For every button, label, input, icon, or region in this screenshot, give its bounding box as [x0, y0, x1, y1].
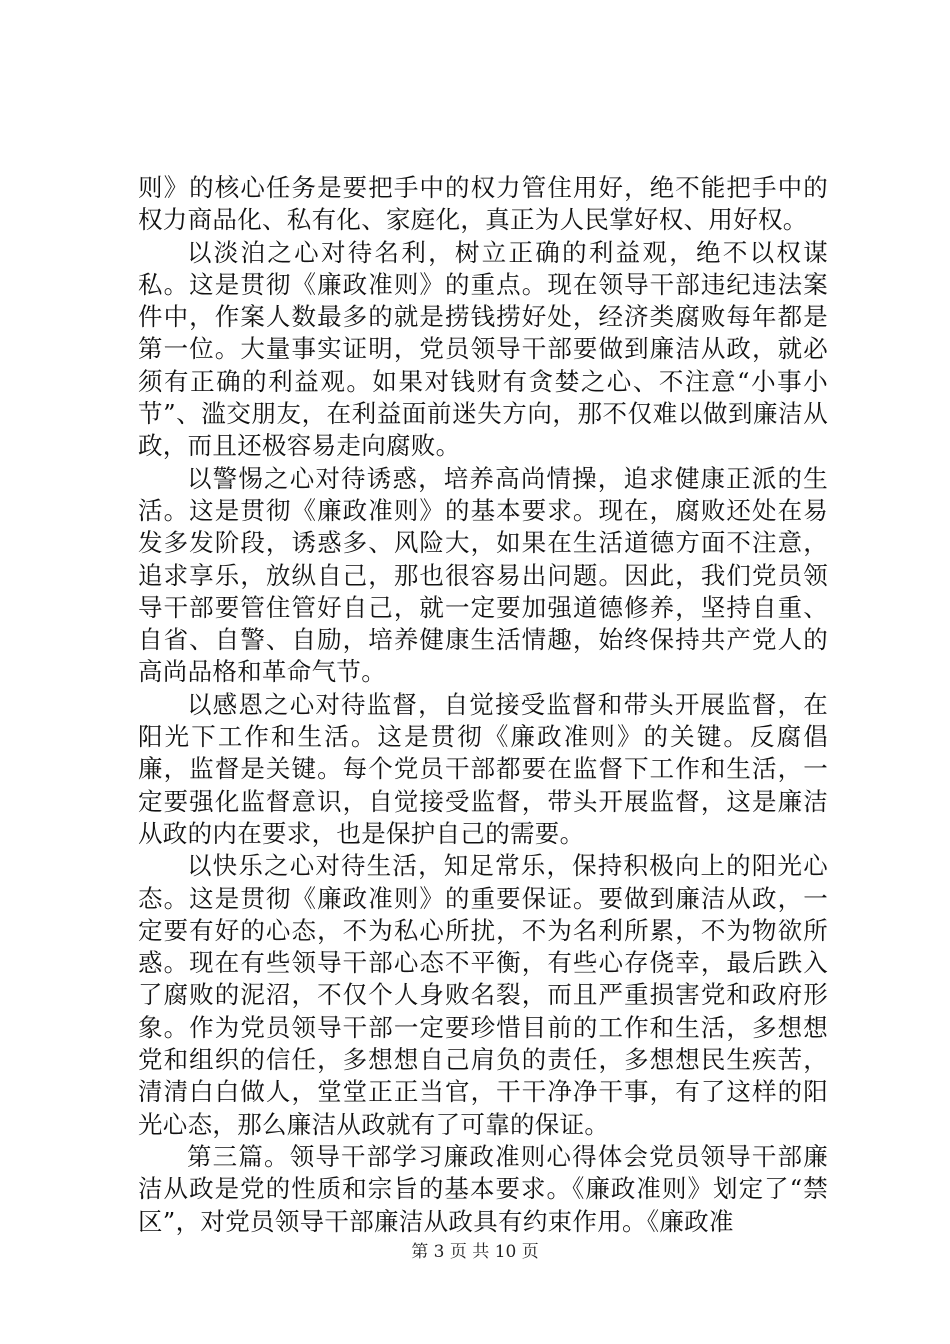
document-body	[138, 172, 828, 1238]
paragraph-third-article: 第三篇。领导干部学习廉政准则心得体会党员领导干部廉洁从政是党的性质和宗旨的基本要求。《廉政准则》划定了“禁区”，对党员领导干部廉洁从政具有约束作用。《廉政准	[138, 1141, 828, 1236]
paragraph-profit-view: 以淡泊之心对待名利，树立正确的利益观，绝不以权谋私。这是贯彻《廉政准则》的重点。现在领导干部违纪违法案件中，作案人数最多的就是捞钱捞好处，经济类腐败每年都是第一位。大量事实证明，党员领导干部要做到廉洁从政，就必须有正确的利益观。如果对钱财有贪婪之心、不注意“小事小节”、滥交朋友，在利益面前迷失方向，那不仅难以做到廉洁从政，而且还极容易走向腐败。	[138, 237, 829, 461]
page-number-footer: 第 3 页 共 10 页	[411, 1242, 539, 1262]
paragraph-temptation: 以警惕之心对待诱惑，培养高尚情操，追求健康正派的生活。这是贯彻《廉政准则》的基本要求。现在，腐败还处在易发多发阶段，诱惑多、风险大，如果在生活道德方面不注意，追求享乐，放纵自己，那也很容易出问题。因此，我们党员领导干部要管住管好自己，就一定要加强道德修养，坚持自重、自省、自警、自励，培养健康生活情趣，始终保持共产党人的高尚品格和革命气节。	[138, 463, 828, 687]
paragraph-attitude: 以快乐之心对待生活，知足常乐，保持积极向上的阳光心态。这是贯彻《廉政准则》的重要保证。要做到廉洁从政，一定要有好的心态，不为私心所扰，不为名利所累，不为物欲所惑。现在有些领导干部心态不平衡，有些心存侥幸，最后跌入了腐败的泥沼，不仅个人身败名裂，而且严重损害党和政府形象。作为党员领导干部一定要珍惜目前的工作和生活，多想想党和组织的信任，多想想自己肩负的责任，多想想民生疾苦，清清白白做人，堂堂正正当官，干干净净干事，有了这样的阳光心态，那么廉洁从政就有了可靠的保证。	[138, 851, 828, 1139]
paragraph-supervision: 以感恩之心对待监督，自觉接受监督和带头开展监督，在阳光下工作和生活。这是贯彻《廉政准则》的关键。反腐倡廉，监督是关键。每个党员干部都要在监督下工作和生活，一定要强化监督意识，自觉接受监督，带头开展监督，这是廉洁从政的内在要求，也是保护自己的需要。	[138, 689, 828, 848]
paragraph-continuation: 则》的核心任务是要把手中的权力管住用好，绝不能把手中的权力商品化、私有化、家庭化，真正为人民掌好权、用好权。	[138, 173, 828, 235]
